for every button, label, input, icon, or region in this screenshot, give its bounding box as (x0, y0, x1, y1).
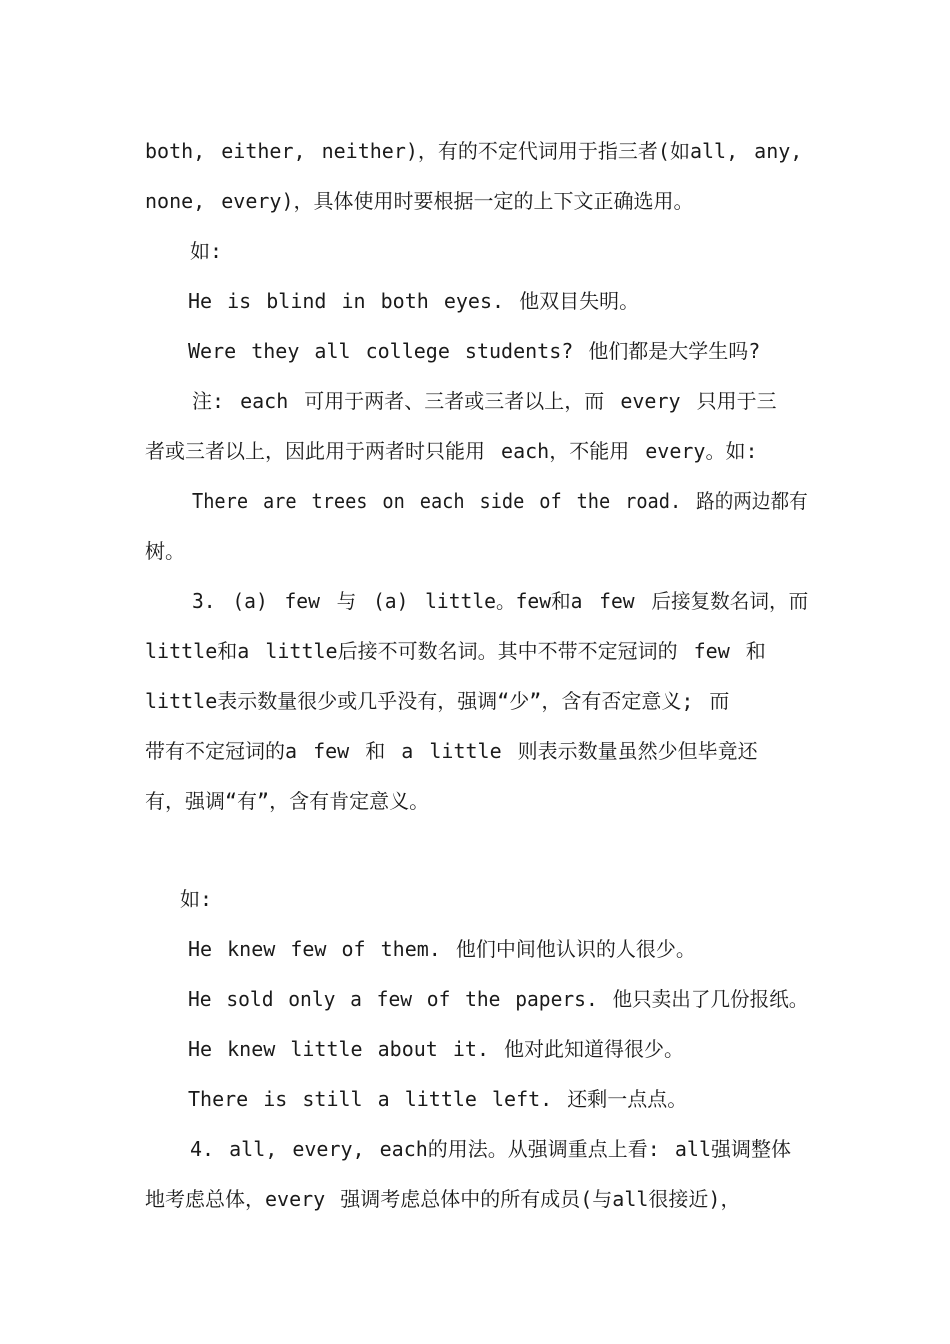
text-line: none, every)，具体使用时要根据一定的上下文正确选用。 (145, 189, 694, 213)
text-line: 3. (a) few 与 (a) little。few和a few 后接复数名词，而 (192, 589, 809, 613)
text-line: 地考虑总体，every 强调考虑总体中的所有成员(与all很接近)， (145, 1187, 741, 1211)
text-line: There is still a little left. 还剩一点点。 (188, 1087, 688, 1111)
text-line: 4. all, every, each的用法。从强调重点上看: all强调整体 (190, 1137, 791, 1161)
text-line: He is blind in both eyes. 他双目失明。 (188, 289, 640, 313)
text-line: little和a little后接不可数名词。其中不带不定冠词的 few 和 (145, 639, 766, 663)
text-line: 有，强调“有”，含有肯定意义。 (145, 789, 430, 813)
text-line: little表示数量很少或几乎没有，强调“少”，含有否定意义; 而 (145, 689, 730, 713)
text-line: 者或三者以上，因此用于两者时只能用 each，不能用 every。如: (145, 439, 758, 463)
text-line: 如: (190, 239, 223, 263)
text-line: He knew little about it. 他对此知道得很少。 (188, 1037, 685, 1061)
text-line: 如: (180, 887, 213, 911)
text-line: He sold only a few of the papers. 他只卖出了几份报纸。 (188, 987, 809, 1011)
text-line: Were they all college students? 他们都是大学生吗? (188, 339, 761, 363)
text-line: 注: each 可用于两者、三者或三者以上，而 every 只用于三 (192, 389, 777, 413)
text-line: both, either, neither)，有的不定代词用于指三者(如all, any, (145, 139, 803, 163)
text-line: He knew few of them. 他们中间他认识的人很少。 (188, 937, 696, 961)
text-line: 树。 (145, 539, 185, 563)
text-line: There are trees on each side of the road. 路的两边都有 (192, 489, 808, 513)
text-line: 带有不定冠词的a few 和 a little 则表示数量虽然少但毕竟还 (145, 739, 758, 763)
